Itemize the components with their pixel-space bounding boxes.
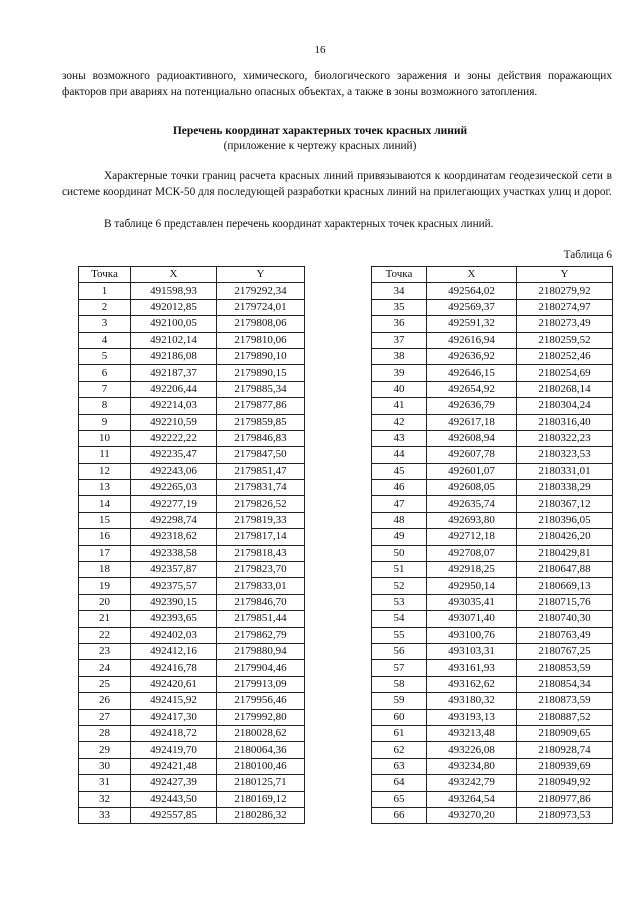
cell-y: 2179810,06 bbox=[217, 332, 305, 348]
cell-y: 2180426,20 bbox=[517, 529, 613, 545]
cell-y: 2179833,01 bbox=[217, 578, 305, 594]
cell-x: 493226,08 bbox=[427, 742, 517, 758]
cell-x: 493071,40 bbox=[427, 611, 517, 627]
table-row bbox=[372, 332, 613, 348]
cell-x: 492635,74 bbox=[427, 496, 517, 512]
cell-x: 492222,22 bbox=[131, 430, 217, 446]
table-row bbox=[372, 381, 613, 397]
table-row bbox=[372, 775, 613, 791]
cell-point: 14 bbox=[79, 496, 131, 512]
cell-y: 2180396,05 bbox=[517, 512, 613, 528]
cell-point: 20 bbox=[79, 594, 131, 610]
cell-point: 61 bbox=[372, 725, 427, 741]
cell-y: 2180973,53 bbox=[517, 807, 613, 823]
cell-y: 2180064,36 bbox=[217, 742, 305, 758]
cell-y: 2179817,14 bbox=[217, 529, 305, 545]
cell-x: 492636,79 bbox=[427, 398, 517, 414]
cell-x: 493264,54 bbox=[427, 791, 517, 807]
cell-y: 2179808,06 bbox=[217, 316, 305, 332]
cell-point: 57 bbox=[372, 660, 427, 676]
cell-point: 19 bbox=[79, 578, 131, 594]
table-row bbox=[372, 430, 613, 446]
cell-y: 2180367,12 bbox=[517, 496, 613, 512]
cell-y: 2180767,25 bbox=[517, 643, 613, 659]
cell-point: 8 bbox=[79, 398, 131, 414]
cell-x: 492102,14 bbox=[131, 332, 217, 348]
cell-y: 2180273,49 bbox=[517, 316, 613, 332]
table-row bbox=[372, 807, 613, 823]
table-row bbox=[79, 430, 305, 446]
coordinates-table-right bbox=[371, 266, 613, 824]
cell-y: 2180259,52 bbox=[517, 332, 613, 348]
cell-x: 492420,61 bbox=[131, 676, 217, 692]
table-row bbox=[79, 447, 305, 463]
table-row bbox=[372, 283, 613, 299]
cell-y: 2180304,24 bbox=[517, 398, 613, 414]
cell-x: 492298,74 bbox=[131, 512, 217, 528]
cell-point: 30 bbox=[79, 758, 131, 774]
cell-y: 2180322,23 bbox=[517, 430, 613, 446]
cell-y: 2179724,01 bbox=[217, 299, 305, 315]
table-row bbox=[372, 480, 613, 496]
cell-point: 47 bbox=[372, 496, 427, 512]
cell-y: 2179818,43 bbox=[217, 545, 305, 561]
cell-x: 493103,31 bbox=[427, 643, 517, 659]
cell-y: 2179846,83 bbox=[217, 430, 305, 446]
table-row bbox=[79, 807, 305, 823]
cell-point: 45 bbox=[372, 463, 427, 479]
table-row bbox=[79, 676, 305, 692]
cell-y: 2179880,94 bbox=[217, 643, 305, 659]
cell-x: 492390,15 bbox=[131, 594, 217, 610]
table-row bbox=[79, 545, 305, 561]
cell-point: 34 bbox=[372, 283, 427, 299]
cell-point: 50 bbox=[372, 545, 427, 561]
cell-y: 2180279,92 bbox=[517, 283, 613, 299]
cell-point: 64 bbox=[372, 775, 427, 791]
cell-y: 2180100,46 bbox=[217, 758, 305, 774]
cell-x: 492557,85 bbox=[131, 807, 217, 823]
cell-point: 52 bbox=[372, 578, 427, 594]
cell-point: 23 bbox=[79, 643, 131, 659]
page-number: 16 bbox=[314, 44, 326, 56]
cell-x: 492564,02 bbox=[427, 283, 517, 299]
cell-y: 2180169,12 bbox=[217, 791, 305, 807]
cell-x: 493213,48 bbox=[427, 725, 517, 741]
cell-x: 492012,85 bbox=[131, 299, 217, 315]
cell-point: 40 bbox=[372, 381, 427, 397]
table-row bbox=[372, 398, 613, 414]
cell-x: 493035,41 bbox=[427, 594, 517, 610]
cell-point: 60 bbox=[372, 709, 427, 725]
table-row bbox=[79, 791, 305, 807]
table-row bbox=[79, 332, 305, 348]
table-row bbox=[372, 742, 613, 758]
cell-point: 4 bbox=[79, 332, 131, 348]
cell-y: 2179992,80 bbox=[217, 709, 305, 725]
cell-point: 16 bbox=[79, 529, 131, 545]
table-row bbox=[79, 594, 305, 610]
cell-y: 2180647,88 bbox=[517, 562, 613, 578]
table-row bbox=[372, 496, 613, 512]
cell-x: 492338,58 bbox=[131, 545, 217, 561]
cell-point: 9 bbox=[79, 414, 131, 430]
cell-y: 2180669,13 bbox=[517, 578, 613, 594]
cell-y: 2180939,69 bbox=[517, 758, 613, 774]
cell-x: 492950,14 bbox=[427, 578, 517, 594]
cell-point: 5 bbox=[79, 348, 131, 364]
cell-x: 492415,92 bbox=[131, 693, 217, 709]
cell-point: 10 bbox=[79, 430, 131, 446]
cell-point: 59 bbox=[372, 693, 427, 709]
cell-point: 3 bbox=[79, 316, 131, 332]
cell-y: 2180740,30 bbox=[517, 611, 613, 627]
cell-x: 492277,19 bbox=[131, 496, 217, 512]
cell-x: 492636,92 bbox=[427, 348, 517, 364]
table-row bbox=[372, 676, 613, 692]
cell-y: 2179831,74 bbox=[217, 480, 305, 496]
table-row bbox=[79, 775, 305, 791]
table-row bbox=[79, 643, 305, 659]
cell-y: 2180028,62 bbox=[217, 725, 305, 741]
cell-x: 493270,20 bbox=[427, 807, 517, 823]
cell-y: 2180125,71 bbox=[217, 775, 305, 791]
header-point: Точка bbox=[79, 267, 131, 283]
paragraph-points-description: Характерные точки границ расчета красных линий привязываются к координатам геодезической сети в системе координат МСК-50 для последующей разработки красных линий на прилегающих участках улиц и дорог. bbox=[62, 170, 612, 198]
cell-point: 48 bbox=[372, 512, 427, 528]
cell-y: 2179292,34 bbox=[217, 283, 305, 299]
cell-y: 2180316,40 bbox=[517, 414, 613, 430]
cell-point: 12 bbox=[79, 463, 131, 479]
cell-point: 58 bbox=[372, 676, 427, 692]
cell-x: 492318,62 bbox=[131, 529, 217, 545]
table-row bbox=[372, 545, 613, 561]
cell-point: 44 bbox=[372, 447, 427, 463]
cell-point: 27 bbox=[79, 709, 131, 725]
table-row bbox=[372, 594, 613, 610]
cell-x: 492100,05 bbox=[131, 316, 217, 332]
table-row bbox=[372, 299, 613, 315]
cell-y: 2180715,76 bbox=[517, 594, 613, 610]
cell-x: 492418,72 bbox=[131, 725, 217, 741]
cell-point: 1 bbox=[79, 283, 131, 299]
cell-x: 492617,18 bbox=[427, 414, 517, 430]
table-row bbox=[372, 725, 613, 741]
cell-point: 28 bbox=[79, 725, 131, 741]
cell-x: 492417,30 bbox=[131, 709, 217, 725]
cell-x: 492419,70 bbox=[131, 742, 217, 758]
table-row bbox=[372, 643, 613, 659]
cell-x: 493234,80 bbox=[427, 758, 517, 774]
cell-x: 492654,92 bbox=[427, 381, 517, 397]
table-row bbox=[79, 742, 305, 758]
table-row bbox=[372, 562, 613, 578]
cell-y: 2180274,97 bbox=[517, 299, 613, 315]
cell-point: 6 bbox=[79, 365, 131, 381]
cell-point: 22 bbox=[79, 627, 131, 643]
table-row bbox=[372, 529, 613, 545]
table-row bbox=[79, 709, 305, 725]
cell-y: 2179859,85 bbox=[217, 414, 305, 430]
cell-point: 29 bbox=[79, 742, 131, 758]
cell-x: 492235,47 bbox=[131, 447, 217, 463]
cell-x: 492186,08 bbox=[131, 348, 217, 364]
table-row bbox=[372, 627, 613, 643]
cell-x: 493180,32 bbox=[427, 693, 517, 709]
cell-y: 2179819,33 bbox=[217, 512, 305, 528]
cell-point: 37 bbox=[372, 332, 427, 348]
paragraph-table-reference: В таблице 6 представлен перечень координат характерных точек красных линий. bbox=[104, 218, 494, 230]
cell-x: 492375,57 bbox=[131, 578, 217, 594]
cell-point: 39 bbox=[372, 365, 427, 381]
cell-y: 2180949,92 bbox=[517, 775, 613, 791]
table-row bbox=[79, 381, 305, 397]
cell-point: 21 bbox=[79, 611, 131, 627]
cell-point: 54 bbox=[372, 611, 427, 627]
cell-y: 2180873,59 bbox=[517, 693, 613, 709]
table-row bbox=[372, 447, 613, 463]
cell-point: 33 bbox=[79, 807, 131, 823]
table-row bbox=[372, 365, 613, 381]
cell-point: 35 bbox=[372, 299, 427, 315]
cell-y: 2180763,49 bbox=[517, 627, 613, 643]
header-x: X bbox=[131, 267, 217, 283]
cell-x: 492601,07 bbox=[427, 463, 517, 479]
cell-point: 31 bbox=[79, 775, 131, 791]
cell-y: 2180331,01 bbox=[517, 463, 613, 479]
cell-y: 2179851,47 bbox=[217, 463, 305, 479]
cell-point: 13 bbox=[79, 480, 131, 496]
cell-y: 2179913,09 bbox=[217, 676, 305, 692]
cell-y: 2179846,70 bbox=[217, 594, 305, 610]
cell-point: 41 bbox=[372, 398, 427, 414]
table-row bbox=[79, 398, 305, 414]
cell-y: 2180854,34 bbox=[517, 676, 613, 692]
cell-x: 492427,39 bbox=[131, 775, 217, 791]
cell-y: 2179890,15 bbox=[217, 365, 305, 381]
cell-y: 2179862,79 bbox=[217, 627, 305, 643]
table-row bbox=[79, 512, 305, 528]
cell-y: 2180323,53 bbox=[517, 447, 613, 463]
cell-y: 2180429,81 bbox=[517, 545, 613, 561]
table-row bbox=[372, 348, 613, 364]
cell-point: 2 bbox=[79, 299, 131, 315]
table-header-row bbox=[372, 267, 613, 283]
cell-x: 492608,94 bbox=[427, 430, 517, 446]
table-row bbox=[79, 299, 305, 315]
cell-x: 492243,06 bbox=[131, 463, 217, 479]
cell-x: 492393,65 bbox=[131, 611, 217, 627]
cell-y: 2180977,86 bbox=[517, 791, 613, 807]
coordinates-table-left bbox=[78, 266, 305, 824]
table-row bbox=[372, 512, 613, 528]
table-row bbox=[372, 611, 613, 627]
cell-x: 492646,15 bbox=[427, 365, 517, 381]
cell-point: 56 bbox=[372, 643, 427, 659]
cell-x: 492265,03 bbox=[131, 480, 217, 496]
table-row bbox=[79, 725, 305, 741]
cell-point: 53 bbox=[372, 594, 427, 610]
cell-point: 51 bbox=[372, 562, 427, 578]
table-row bbox=[372, 316, 613, 332]
cell-y: 2179823,70 bbox=[217, 562, 305, 578]
cell-x: 492206,44 bbox=[131, 381, 217, 397]
cell-x: 493161,93 bbox=[427, 660, 517, 676]
table-row bbox=[79, 365, 305, 381]
table-row bbox=[79, 578, 305, 594]
table-row bbox=[79, 627, 305, 643]
cell-y: 2180268,14 bbox=[517, 381, 613, 397]
cell-y: 2179851,44 bbox=[217, 611, 305, 627]
section-subtitle: (приложение к чертежу красных линий) bbox=[223, 140, 417, 152]
cell-x: 492187,37 bbox=[131, 365, 217, 381]
cell-point: 66 bbox=[372, 807, 427, 823]
cell-x: 492412,16 bbox=[131, 643, 217, 659]
cell-y: 2180254,69 bbox=[517, 365, 613, 381]
cell-y: 2179956,46 bbox=[217, 693, 305, 709]
table-caption: Таблица 6 bbox=[563, 249, 612, 261]
cell-point: 65 bbox=[372, 791, 427, 807]
cell-point: 42 bbox=[372, 414, 427, 430]
cell-x: 492608,05 bbox=[427, 480, 517, 496]
cell-x: 491598,93 bbox=[131, 283, 217, 299]
table-row bbox=[79, 496, 305, 512]
cell-y: 2180286,32 bbox=[217, 807, 305, 823]
cell-x: 492443,50 bbox=[131, 791, 217, 807]
cell-x: 492712,18 bbox=[427, 529, 517, 545]
cell-point: 32 bbox=[79, 791, 131, 807]
cell-y: 2180338,29 bbox=[517, 480, 613, 496]
cell-y: 2179847,50 bbox=[217, 447, 305, 463]
table-row bbox=[372, 660, 613, 676]
cell-point: 43 bbox=[372, 430, 427, 446]
section-title: Перечень координат характерных точек красных линий bbox=[172, 125, 468, 137]
table-row bbox=[79, 480, 305, 496]
cell-x: 492591,32 bbox=[427, 316, 517, 332]
table-row bbox=[372, 463, 613, 479]
cell-point: 55 bbox=[372, 627, 427, 643]
header-y: Y bbox=[517, 267, 613, 283]
cell-x: 492214,03 bbox=[131, 398, 217, 414]
table-row bbox=[372, 791, 613, 807]
table-header-row bbox=[79, 267, 305, 283]
cell-x: 492357,87 bbox=[131, 562, 217, 578]
cell-point: 25 bbox=[79, 676, 131, 692]
table-row bbox=[79, 348, 305, 364]
cell-point: 26 bbox=[79, 693, 131, 709]
table-row bbox=[372, 578, 613, 594]
cell-y: 2179904,46 bbox=[217, 660, 305, 676]
cell-y: 2179885,34 bbox=[217, 381, 305, 397]
cell-x: 493242,79 bbox=[427, 775, 517, 791]
cell-x: 492918,25 bbox=[427, 562, 517, 578]
table-row bbox=[372, 693, 613, 709]
table-row bbox=[79, 562, 305, 578]
cell-x: 492693,80 bbox=[427, 512, 517, 528]
cell-point: 36 bbox=[372, 316, 427, 332]
cell-point: 38 bbox=[372, 348, 427, 364]
cell-x: 493193,13 bbox=[427, 709, 517, 725]
cell-point: 63 bbox=[372, 758, 427, 774]
table-row bbox=[79, 660, 305, 676]
header-point: Точка bbox=[372, 267, 427, 283]
cell-point: 24 bbox=[79, 660, 131, 676]
cell-x: 492416,78 bbox=[131, 660, 217, 676]
cell-y: 2180887,52 bbox=[517, 709, 613, 725]
table-row bbox=[79, 463, 305, 479]
cell-x: 492210,59 bbox=[131, 414, 217, 430]
cell-point: 11 bbox=[79, 447, 131, 463]
cell-x: 493100,76 bbox=[427, 627, 517, 643]
cell-point: 17 bbox=[79, 545, 131, 561]
cell-point: 7 bbox=[79, 381, 131, 397]
cell-y: 2179826,52 bbox=[217, 496, 305, 512]
intro-paragraph: зоны возможного радиоактивного, химического, биологического заражения и зоны действия поражающих факторов при авариях на потенциально опасных объектах, а также в зоны возможного затопления. bbox=[62, 70, 612, 98]
cell-y: 2179890,10 bbox=[217, 348, 305, 364]
cell-point: 15 bbox=[79, 512, 131, 528]
cell-x: 492402,03 bbox=[131, 627, 217, 643]
table-row bbox=[79, 529, 305, 545]
table-row bbox=[79, 414, 305, 430]
cell-y: 2180909,65 bbox=[517, 725, 613, 741]
table-row bbox=[372, 709, 613, 725]
cell-y: 2179877,86 bbox=[217, 398, 305, 414]
cell-x: 492607,78 bbox=[427, 447, 517, 463]
table-row bbox=[372, 758, 613, 774]
cell-x: 492708,07 bbox=[427, 545, 517, 561]
cell-point: 62 bbox=[372, 742, 427, 758]
header-y: Y bbox=[217, 267, 305, 283]
cell-y: 2180928,74 bbox=[517, 742, 613, 758]
cell-x: 492569,37 bbox=[427, 299, 517, 315]
table-row bbox=[372, 414, 613, 430]
header-x: X bbox=[427, 267, 517, 283]
cell-x: 493162,62 bbox=[427, 676, 517, 692]
cell-point: 49 bbox=[372, 529, 427, 545]
cell-point: 46 bbox=[372, 480, 427, 496]
table-row bbox=[79, 283, 305, 299]
table-row bbox=[79, 693, 305, 709]
cell-point: 18 bbox=[79, 562, 131, 578]
cell-x: 492616,94 bbox=[427, 332, 517, 348]
cell-x: 492421,48 bbox=[131, 758, 217, 774]
table-row bbox=[79, 316, 305, 332]
table-row bbox=[79, 611, 305, 627]
table-row bbox=[79, 758, 305, 774]
cell-y: 2180252,46 bbox=[517, 348, 613, 364]
cell-y: 2180853,59 bbox=[517, 660, 613, 676]
